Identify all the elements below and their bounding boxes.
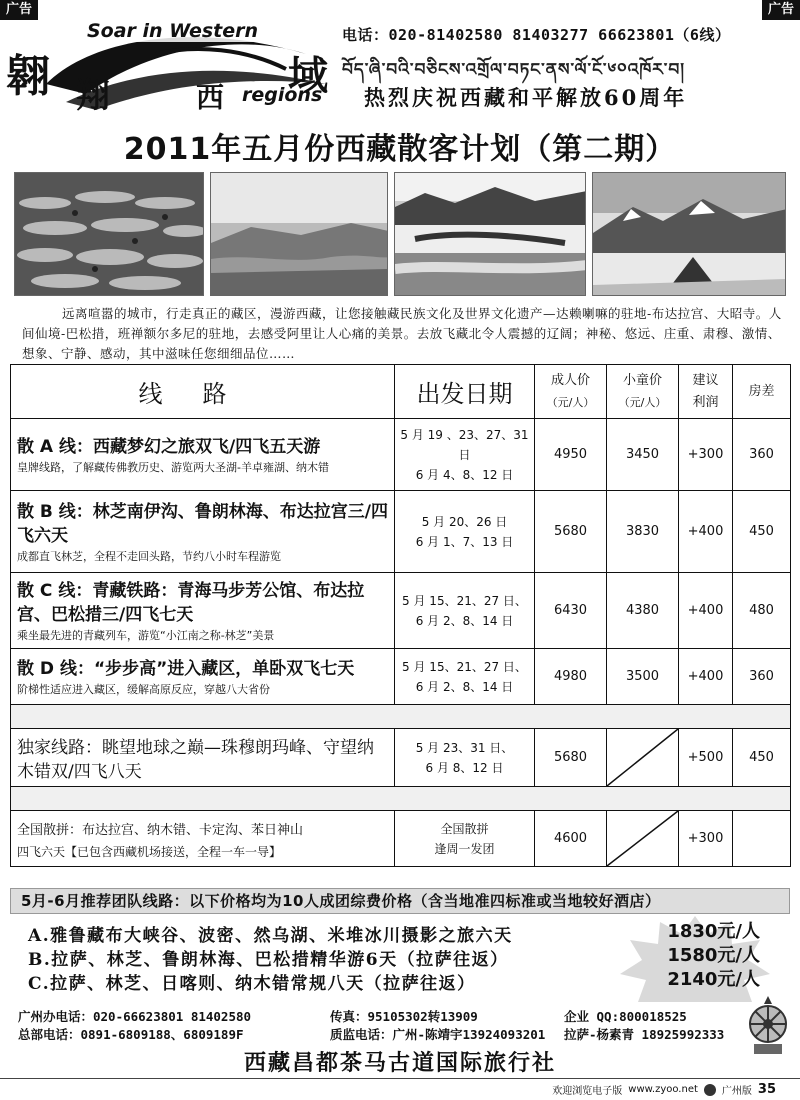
header-date: 出发日期 (395, 365, 535, 419)
logo-text-english-bottom: regions (242, 84, 323, 106)
photo-snow-mountains (592, 172, 786, 296)
dates-line-2: 6 月 8、12 日 (425, 760, 504, 775)
group-tour-banner: 5月-6月推荐团队线路：以下价格均为10人成团综费价格（含当地准四标准或当地较好酒店） (10, 888, 790, 914)
group-price-list (620, 920, 770, 996)
route-name: 散 C 线：青藏铁路：青海马步芳公馆、布达拉宫、巴松措三/四飞七天 (17, 580, 365, 625)
welcome-text: 欢迎浏览电子版 (552, 1086, 623, 1097)
route-desc: 四飞六天【已包含西藏机场接送，全程一车一导】 (17, 844, 282, 859)
publisher-icon (704, 1084, 716, 1096)
adult-price: 4980 (535, 649, 607, 705)
child-price-na (607, 729, 679, 787)
child-price: 4380 (607, 573, 679, 649)
adult-price: 4950 (535, 419, 607, 491)
suggested-profit: +300 (679, 419, 733, 491)
route-name: 独家线路：眺望地球之巅—珠穆朗玛峰、守望纳木错双/四飞八天 (17, 737, 374, 782)
agency-name: 西藏昌都茶马古道国际旅行社 (243, 1051, 556, 1076)
fax-number: 传真：95105302转13909 (330, 1009, 478, 1024)
table-row (11, 491, 791, 573)
dates-line-1: 5 月 15、21、27 日、 (402, 659, 527, 674)
dates-line-2: 6 月 2、8、14 日 (415, 613, 514, 628)
adult-price: 5680 (535, 729, 607, 787)
route-dates (395, 729, 535, 787)
dates-line-1: 5 月 20、26 日 (421, 514, 508, 529)
diagonal-slash (607, 811, 678, 866)
group-route-list (28, 924, 588, 996)
room-difference (733, 811, 791, 867)
route-name: 全国散拼：布达拉宫、纳木错、卡定沟、苯日神山 (17, 822, 304, 838)
footer-contacts (18, 1008, 778, 1044)
route-cell (11, 649, 395, 705)
dates-line-2: 逢周一发团 (434, 841, 495, 856)
header-child (607, 365, 679, 419)
room-difference: 450 (733, 729, 791, 787)
route-dates (395, 649, 535, 705)
group-price: 1830元/人 (667, 921, 760, 942)
child-price: 3500 (607, 649, 679, 705)
table-spacer-row (11, 705, 791, 729)
page-footer (552, 1082, 776, 1097)
page-number: 35 (757, 1082, 776, 1097)
header-profit: 建议利润 (679, 365, 733, 419)
dates-line-1: 5 月 19 、23、27、31 日 (400, 427, 529, 462)
footer-row-2 (18, 1026, 778, 1044)
table-spacer-row (11, 787, 791, 811)
group-price: 1580元/人 (667, 945, 760, 966)
table-row (11, 573, 791, 649)
route-cell (11, 729, 395, 787)
route-name: 散 A 线：西藏梦幻之旅双飞/四飞五天游 (17, 436, 321, 457)
route-cell (11, 491, 395, 573)
ad-label-left: 广告 (0, 0, 38, 20)
header-adult (535, 365, 607, 419)
table-row (11, 649, 791, 705)
route-cell (11, 811, 395, 867)
route-dates (395, 573, 535, 649)
suggested-profit: +400 (679, 649, 733, 705)
guangzhou-phone: 广州办电话：020-66623801 81402580 (18, 1009, 252, 1024)
celebration-slogan: 热烈庆祝西藏和平解放60周年 (364, 85, 688, 110)
quality-phone: 质监电话：广州-陈靖宇13924093201 (330, 1027, 546, 1042)
route-dates (395, 811, 535, 867)
route-desc: 阶梯性适应进入藏区，缓解高原反应，穿越八大省份 (17, 682, 270, 696)
table-row (11, 419, 791, 491)
table-header-row (11, 365, 791, 419)
header-adult-label: 成人价 (550, 372, 590, 388)
ad-label-right: 广告 (762, 0, 800, 20)
bottom-divider (0, 1078, 800, 1079)
route-desc: 乘坐最先进的青藏列车，游览“小江南之称-林芝”美景 (17, 628, 275, 642)
group-route-item: C.拉萨、林芝、日喀则、纳木错常规八天（拉萨往返） (28, 974, 476, 994)
dates-line-2: 6 月 2、8、14 日 (415, 679, 514, 694)
suggested-profit: +300 (679, 811, 733, 867)
logo-char-2: 翔 (76, 76, 110, 116)
dates-line-2: 6 月 4、8、12 日 (415, 467, 514, 482)
header-route: 线路 (11, 365, 395, 419)
child-price-na (607, 811, 679, 867)
adult-price: 6430 (535, 573, 607, 649)
header-room: 房差 (733, 365, 791, 419)
room-difference: 450 (733, 491, 791, 573)
adult-price: 5680 (535, 491, 607, 573)
route-cell (11, 419, 395, 491)
site-url: www.zyoo.net (628, 1084, 698, 1095)
route-desc: 皇牌线路，了解藏传佛教历史、游览两大圣湖-羊卓雍湖、纳木错 (17, 460, 329, 474)
logo-text-english-top: Soar in Western (84, 20, 261, 42)
route-dates (395, 419, 535, 491)
photo-strip (14, 172, 786, 296)
group-route-item: B.拉萨、林芝、鲁朗林海、巴松措精华游6天（拉萨往返） (28, 950, 509, 970)
diagonal-slash (607, 729, 678, 786)
page-title: 2011年五月份西藏散客计划（第二期） (123, 132, 677, 167)
route-dates (395, 491, 535, 573)
dates-line-1: 全国散拼 (440, 821, 489, 836)
route-name: 散 B 线：林芝南伊沟、鲁朗林海、布达拉宫三/四飞六天 (17, 501, 389, 546)
route-name: 散 D 线：“步步高”进入藏区，单卧双飞七天 (17, 658, 355, 679)
dates-line-2: 6 月 1、7、13 日 (415, 534, 514, 549)
route-cell (11, 573, 395, 649)
logo-char-4: 域 (288, 52, 328, 99)
logo (6, 14, 336, 114)
header-child-unit: （元/人） (618, 395, 667, 409)
room-difference: 360 (733, 649, 791, 705)
photo-river-valley (394, 172, 586, 296)
table-row (11, 811, 791, 867)
enterprise-qq: 企业 QQ:800018525 (564, 1009, 687, 1024)
photo-beads-market (14, 172, 204, 296)
child-price: 3830 (607, 491, 679, 573)
suggested-profit: +400 (679, 491, 733, 573)
routes-table (10, 364, 791, 867)
group-route-item: A.雅鲁藏布大峡谷、波密、然乌湖、米堆冰川摄影之旅六天 (28, 926, 513, 946)
spacer-cell (11, 787, 791, 811)
suggested-profit: +500 (679, 729, 733, 787)
group-price: 2140元/人 (667, 969, 760, 990)
logo-char-1: 翱 (6, 51, 50, 102)
child-price: 3450 (607, 419, 679, 491)
footer-row-1 (18, 1008, 778, 1026)
hq-phone: 总部电话：0891-6809188、6809189F (18, 1027, 244, 1042)
spacer-cell (11, 705, 791, 729)
header-phone: 电话：020-81402580 81403277 66623801（6线） (342, 26, 731, 44)
table-row (11, 729, 791, 787)
logo-char-3: 西 (196, 81, 225, 114)
dates-line-1: 5 月 23、31 日、 (415, 740, 514, 755)
header-child-label: 小童价 (622, 372, 662, 388)
edition-label: 广州版 (721, 1086, 752, 1097)
intro-paragraph: 远离喧嚣的城市，行走真正的藏区，漫游西藏，让您接触藏民族文化及世界文化遗产—达赖喇嘛的驻地-布达拉宫、大昭寺。人间仙境-巴松措，班禅额尔多尼的驻地，去感受阿里让人心痛的美景。去放飞藏北令人震撼的辽阔；神秘、悠远、庄重、肃穆、激情、想象、宁静、感动，其中滋味任您细细品位…… (22, 306, 782, 361)
photo-lake-landscape (210, 172, 388, 296)
room-difference: 480 (733, 573, 791, 649)
dates-line-1: 5 月 15、21、27 日、 (402, 593, 527, 608)
suggested-profit: +400 (679, 573, 733, 649)
lhasa-contact: 拉萨-杨素青 18925992333 (564, 1027, 725, 1042)
tibetan-slogan: བོད་ཞི་བའི་བཅིངས་འགྲོལ་བཏང་ནས་ལོ་ངོ་༦༠འཁོར་བ། (342, 60, 686, 80)
adult-price: 4600 (535, 811, 607, 867)
route-desc: 成都直飞林芝，全程不走回头路，节约八小时车程游览 (17, 549, 281, 563)
header-adult-unit: （元/人） (546, 395, 595, 409)
room-difference: 360 (733, 419, 791, 491)
